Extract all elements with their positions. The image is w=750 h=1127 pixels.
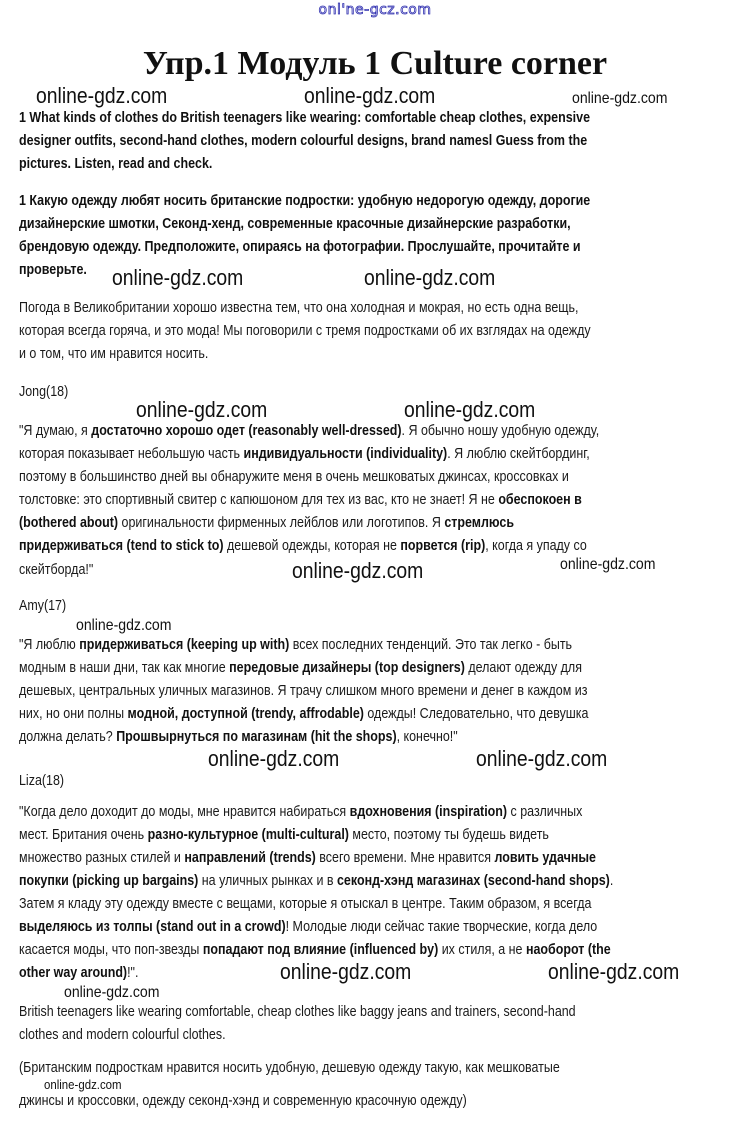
- key-phrase: other way around): [19, 965, 128, 981]
- liza-line: [19, 873, 613, 890]
- answer-en-line: British teenagers like wearing comfortable, cheap clothes like baggy jeans and trainers, second-hand: [19, 1004, 576, 1020]
- task-ru-line: проверьте.: [19, 262, 87, 278]
- key-phrase: ловить удачные: [494, 850, 596, 866]
- key-phrase: достаточно хорошо одет (reasonably well-dressed): [91, 423, 402, 439]
- intro-line: Погода в Великобритании хорошо известна тем, что она холодная и мокрая, но есть одна вещь,: [19, 300, 579, 316]
- key-phrase: попадают под влияние (influenced by): [202, 942, 439, 958]
- watermark: online-gdz.com: [364, 265, 496, 290]
- key-phrase: обеспокоен в: [498, 492, 582, 508]
- text: "Когда дело доходит до моды, мне нравится набираться: [19, 804, 350, 820]
- text: них, но они полны: [19, 706, 128, 722]
- liza-line: [19, 942, 611, 959]
- text: с различных: [507, 804, 583, 820]
- jong-line: скейтборда!": [19, 562, 94, 578]
- text: толстовке: это спортивный свитер с капюшоном для тех из вас, кто не знает! Я не: [19, 492, 499, 508]
- jong-line: [19, 492, 582, 509]
- watermark: online-gdz.com: [560, 556, 656, 573]
- text: касается моды, что поп-звезды: [19, 942, 203, 958]
- watermark: online-gdz.com: [44, 1077, 122, 1092]
- jong-line: [19, 515, 514, 532]
- speaker-name-jong: Jong(18): [19, 384, 69, 400]
- text: одежды! Следовательно, что девушка: [363, 706, 589, 722]
- speaker-name-liza: Liza(18): [19, 773, 65, 789]
- amy-line: [19, 706, 588, 723]
- key-phrase: покупки (picking up bargains): [19, 873, 199, 889]
- top-watermark: onl'ne-gcz.com: [318, 2, 432, 18]
- key-phrase: секонд-хэнд магазинах (second-hand shops): [336, 873, 610, 889]
- amy-line: дешевых, центральных уличных магазинов. Я трачу слишком много времени и денег в каждом из: [19, 683, 588, 699]
- watermark: online-gdz.com: [280, 959, 412, 984]
- watermark: online-gdz.com: [136, 397, 268, 422]
- watermark: online-gdz.com: [292, 558, 424, 583]
- speaker-name-amy: Amy(17): [19, 598, 67, 614]
- jong-line: [19, 423, 599, 440]
- liza-line: [19, 850, 596, 867]
- watermark: online-gdz.com: [572, 90, 668, 107]
- task-en-line: designer outfits, second-hand clothes, modern colourful designs, brand namesl Guess from the: [19, 133, 588, 149]
- text: всех последних тенденций. Это так легко - быть: [289, 637, 573, 653]
- key-phrase: разно-культурное (multi-cultural): [147, 827, 349, 843]
- key-phrase: наоборот (the: [525, 942, 611, 958]
- text: дешевой одежды, которая не: [223, 538, 401, 554]
- amy-line: [19, 729, 458, 746]
- task-ru-line: 1 Какую одежду любят носить британские подростки: удобную недорогую одежду, дорогие: [19, 193, 591, 209]
- key-phrase: Прошвырнуться по магазинам (hit the shops): [116, 729, 397, 745]
- watermark: online-gdz.com: [36, 83, 168, 108]
- text: оригинальности фирменных лейблов или логотипов. Я: [118, 515, 445, 531]
- key-phrase: придерживаться (keeping up with): [79, 637, 290, 653]
- task-en-line: pictures. Listen, read and check.: [19, 156, 213, 172]
- text: всего времени. Мне нравится: [315, 850, 495, 866]
- amy-line: [19, 637, 572, 654]
- watermark: online-gdz.com: [208, 746, 340, 771]
- jong-line: поэтому в большинство дней вы обнаружите меня в очень мешковатых джинсах, кроссовках и: [19, 469, 569, 485]
- liza-line: Затем я кладу эту одежду вместе с вещами, которые я отыскал в центре. Таким образом, я всегда: [19, 896, 592, 912]
- text: , когда я упаду со: [485, 538, 587, 554]
- key-phrase: модной, доступной (trendy, affrodable): [127, 706, 364, 722]
- key-phrase: передовые дизайнеры (top designers): [229, 660, 465, 676]
- page-title: Упр.1 Модуль 1 Culture corner: [142, 45, 608, 82]
- text: их стиля, а не: [438, 942, 526, 958]
- task-en-line: 1 What kinds of clothes do British teenagers like wearing: comfortable cheap clothes, expensive: [19, 110, 591, 126]
- liza-line: [19, 919, 597, 936]
- intro-line: и о том, что им нравится носить.: [19, 346, 209, 362]
- text: на уличных рынках и в: [198, 873, 337, 889]
- text: . Я обычно ношу удобную одежду,: [401, 423, 600, 439]
- text: мест. Британия очень: [19, 827, 148, 843]
- text: , конечно!": [396, 729, 458, 745]
- text: "Я люблю: [19, 637, 80, 653]
- liza-line: [19, 965, 138, 982]
- key-phrase: выделяюсь из толпы (stand out in a crowd): [19, 919, 286, 935]
- key-phrase: (bothered about): [19, 515, 119, 531]
- watermark: online-gdz.com: [548, 959, 680, 984]
- key-phrase: стремлюсь: [444, 515, 514, 531]
- liza-line: [19, 827, 549, 844]
- text: . Я люблю скейтбординг,: [447, 446, 590, 462]
- watermark: online-gdz.com: [476, 746, 608, 771]
- text: !".: [127, 965, 139, 981]
- watermark: online-gdz.com: [76, 617, 172, 634]
- intro-line: которая всегда горяча, и это мода! Мы поговорили с тремя подростками об их взглядах на одежду: [19, 323, 591, 339]
- text: "Я думаю, я: [19, 423, 92, 439]
- jong-line: [19, 538, 587, 555]
- answer-ru-line: джинсы и кроссовки, одежду секонд-хэнд и современную красочную одежду): [19, 1093, 467, 1109]
- text: должна делать?: [19, 729, 117, 745]
- text: делают одежду для: [464, 660, 582, 676]
- key-phrase: индивидуальности (individuality): [243, 446, 448, 462]
- key-phrase: придерживаться (tend to stick to): [19, 538, 224, 554]
- watermark: online-gdz.com: [112, 265, 244, 290]
- task-ru-line: брендовую одежду. Предположите, опираясь на фотографии. Прослушайте, прочитайте и: [19, 239, 581, 255]
- key-phrase: направлений (trends): [184, 850, 316, 866]
- jong-line: [19, 446, 590, 463]
- task-ru-line: дизайнерские шмотки, Секонд-хенд, современные красочные дизайнерские разработки,: [19, 216, 571, 232]
- text: которая показывает небольшую часть: [19, 446, 244, 462]
- answer-en-line: clothes and modern colourful clothes.: [19, 1027, 226, 1043]
- text: ! Молодые люди сейчас такие творческие, когда дело: [285, 919, 598, 935]
- watermark: online-gdz.com: [304, 83, 436, 108]
- text: место, поэтому ты будешь видеть: [348, 827, 549, 843]
- answer-ru-line: (Британским подросткам нравится носить удобную, дешевую одежду такую, как мешковатые: [19, 1060, 560, 1076]
- amy-line: [19, 660, 582, 677]
- key-phrase: вдохновения (inspiration): [349, 804, 508, 820]
- watermark: online-gdz.com: [404, 397, 536, 422]
- text: множество разных стилей и: [19, 850, 185, 866]
- text: .: [609, 873, 614, 889]
- key-phrase: порвется (rip): [400, 538, 486, 554]
- text: модным в наши дни, так как многие: [19, 660, 230, 676]
- liza-line: [19, 804, 582, 821]
- watermark: online-gdz.com: [64, 984, 160, 1001]
